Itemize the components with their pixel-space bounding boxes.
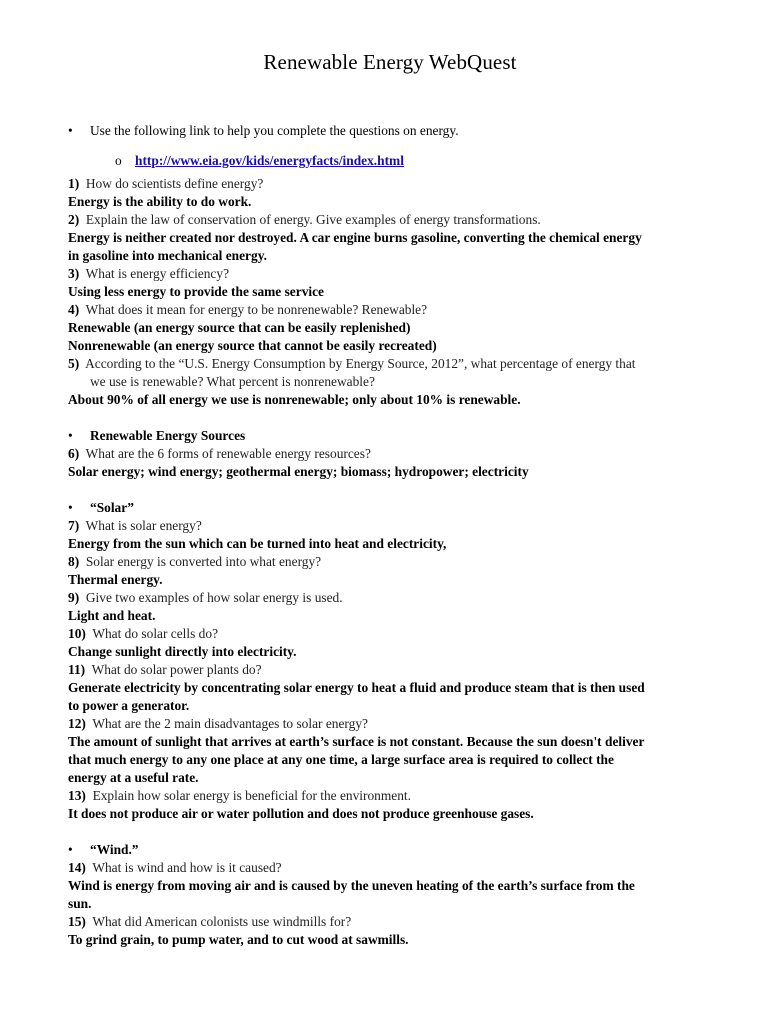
question-text: Explain how solar energy is beneficial for the environment. (92, 788, 411, 803)
question-number: 9) (68, 590, 80, 605)
answer-line: To grind grain, to pump water, and to cut wood at sawmills. (68, 932, 409, 947)
question-text: What is solar energy? (85, 518, 202, 533)
question (68, 553, 720, 571)
question-text: Give two examples of how solar energy is used. (85, 590, 343, 605)
question (68, 715, 720, 733)
answer-line: Energy is the ability to do work. (68, 194, 252, 209)
question (68, 589, 720, 607)
energy-facts-link[interactable]: http://www.eia.gov/kids/energyfacts/index.html (135, 153, 404, 168)
question-text-continued (68, 373, 720, 391)
bullet-icon: • (68, 428, 73, 443)
question-text: What did American colonists use windmills for? (92, 914, 352, 929)
instruction-text: Use the following link to help you complete the questions on energy. (90, 123, 459, 138)
question-text: What do solar power plants do? (91, 662, 262, 677)
question (68, 175, 720, 193)
question (68, 265, 720, 283)
question (68, 517, 720, 535)
question-number: 8) (68, 554, 80, 569)
question-number: 7) (68, 518, 80, 533)
question-number: 15) (68, 914, 86, 929)
question-number: 6) (68, 446, 80, 461)
question-text: Solar energy is converted into what energy? (85, 554, 322, 569)
questions-block-2 (68, 445, 720, 481)
question-number: 12) (68, 716, 86, 731)
answer-line: The amount of sunlight that arrives at earth’s surface is not constant. Because the sun doesn't deliver (68, 734, 645, 749)
question-number: 4) (68, 302, 80, 317)
question-text: Explain the law of conservation of energy. Give examples of energy transformations. (85, 212, 541, 227)
answer-line: Light and heat. (68, 608, 156, 623)
answer-line: Using less energy to provide the same service (68, 284, 324, 299)
answer-line: It does not produce air or water pollution and does not produce greenhouse gases. (68, 806, 534, 821)
question (68, 913, 720, 931)
section-title: Renewable Energy Sources (90, 428, 246, 443)
question-number: 3) (68, 266, 80, 281)
question-text: How do scientists define energy? (85, 176, 264, 191)
answer-line: Change sunlight directly into electricity. (68, 644, 297, 659)
question-number: 11) (68, 662, 86, 677)
answer-line: in gasoline into mechanical energy. (68, 248, 267, 263)
answer-line: Energy is neither created nor destroyed. A car engine burns gasoline, converting the chemical energy (68, 230, 642, 245)
page-title: Renewable Energy WebQuest (263, 50, 517, 74)
question (68, 301, 720, 319)
question (68, 661, 720, 679)
section-renewable-sources (68, 427, 720, 445)
section-solar (68, 499, 720, 517)
question-text: What do solar cells do? (92, 626, 219, 641)
answer-line: to power a generator. (68, 698, 190, 713)
question-text: What is wind and how is it caused? (92, 860, 282, 875)
bullet-icon: • (68, 123, 73, 138)
question-text: we use is renewable? What percent is nonrenewable? (90, 374, 375, 389)
questions-block-4 (68, 859, 720, 949)
answer-line: Nonrenewable (an energy source that cannot be easily recreated) (68, 338, 437, 353)
question (68, 211, 720, 229)
answer-line: Thermal energy. (68, 572, 163, 587)
question-number: 5) (68, 356, 80, 371)
section-title: “Wind.” (90, 842, 139, 857)
questions-block-1 (68, 175, 720, 409)
question-number: 13) (68, 788, 86, 803)
answer-line: energy at a useful rate. (68, 770, 199, 785)
question-text: What is energy efficiency? (85, 266, 230, 281)
answer-line: Energy from the sun which can be turned into heat and electricity, (68, 536, 447, 551)
answer-line: Solar energy; wind energy; geothermal energy; biomass; hydropower; electricity (68, 464, 529, 479)
question (68, 787, 720, 805)
answer-line: About 90% of all energy we use is nonrenewable; only about 10% is renewable. (68, 392, 521, 407)
question-text: What are the 6 forms of renewable energy resources? (85, 446, 371, 461)
intro-instruction (68, 122, 720, 140)
question-number: 14) (68, 860, 86, 875)
section-title: “Solar” (90, 500, 134, 515)
question-number: 2) (68, 212, 80, 227)
bullet-icon: • (68, 842, 73, 857)
answer-line: sun. (68, 896, 92, 911)
bullet-icon: • (68, 500, 73, 515)
question-number: 1) (68, 176, 80, 191)
answer-line: that much energy to any one place at any one time, a large surface area is required to collect the (68, 752, 614, 767)
questions-block-3 (68, 517, 720, 823)
question-text: According to the “U.S. Energy Consumption by Energy Source, 2012”, what percentage of energy that (85, 356, 636, 371)
answer-line: Renewable (an energy source that can be easily replenished) (68, 320, 411, 335)
question-number: 10) (68, 626, 86, 641)
answer-line: Wind is energy from moving air and is caused by the uneven heating of the earth’s surface from the (68, 878, 635, 893)
section-wind (68, 841, 720, 859)
question (68, 625, 720, 643)
intro-link-line (68, 152, 720, 170)
question (68, 445, 720, 463)
answer-line: Generate electricity by concentrating solar energy to heat a fluid and produce steam that is then used (68, 680, 645, 695)
question-text: What does it mean for energy to be nonrenewable? Renewable? (85, 302, 428, 317)
question (68, 355, 720, 373)
question-text: What are the 2 main disadvantages to solar energy? (92, 716, 368, 731)
question (68, 859, 720, 877)
sub-bullet-icon: o (115, 153, 122, 168)
